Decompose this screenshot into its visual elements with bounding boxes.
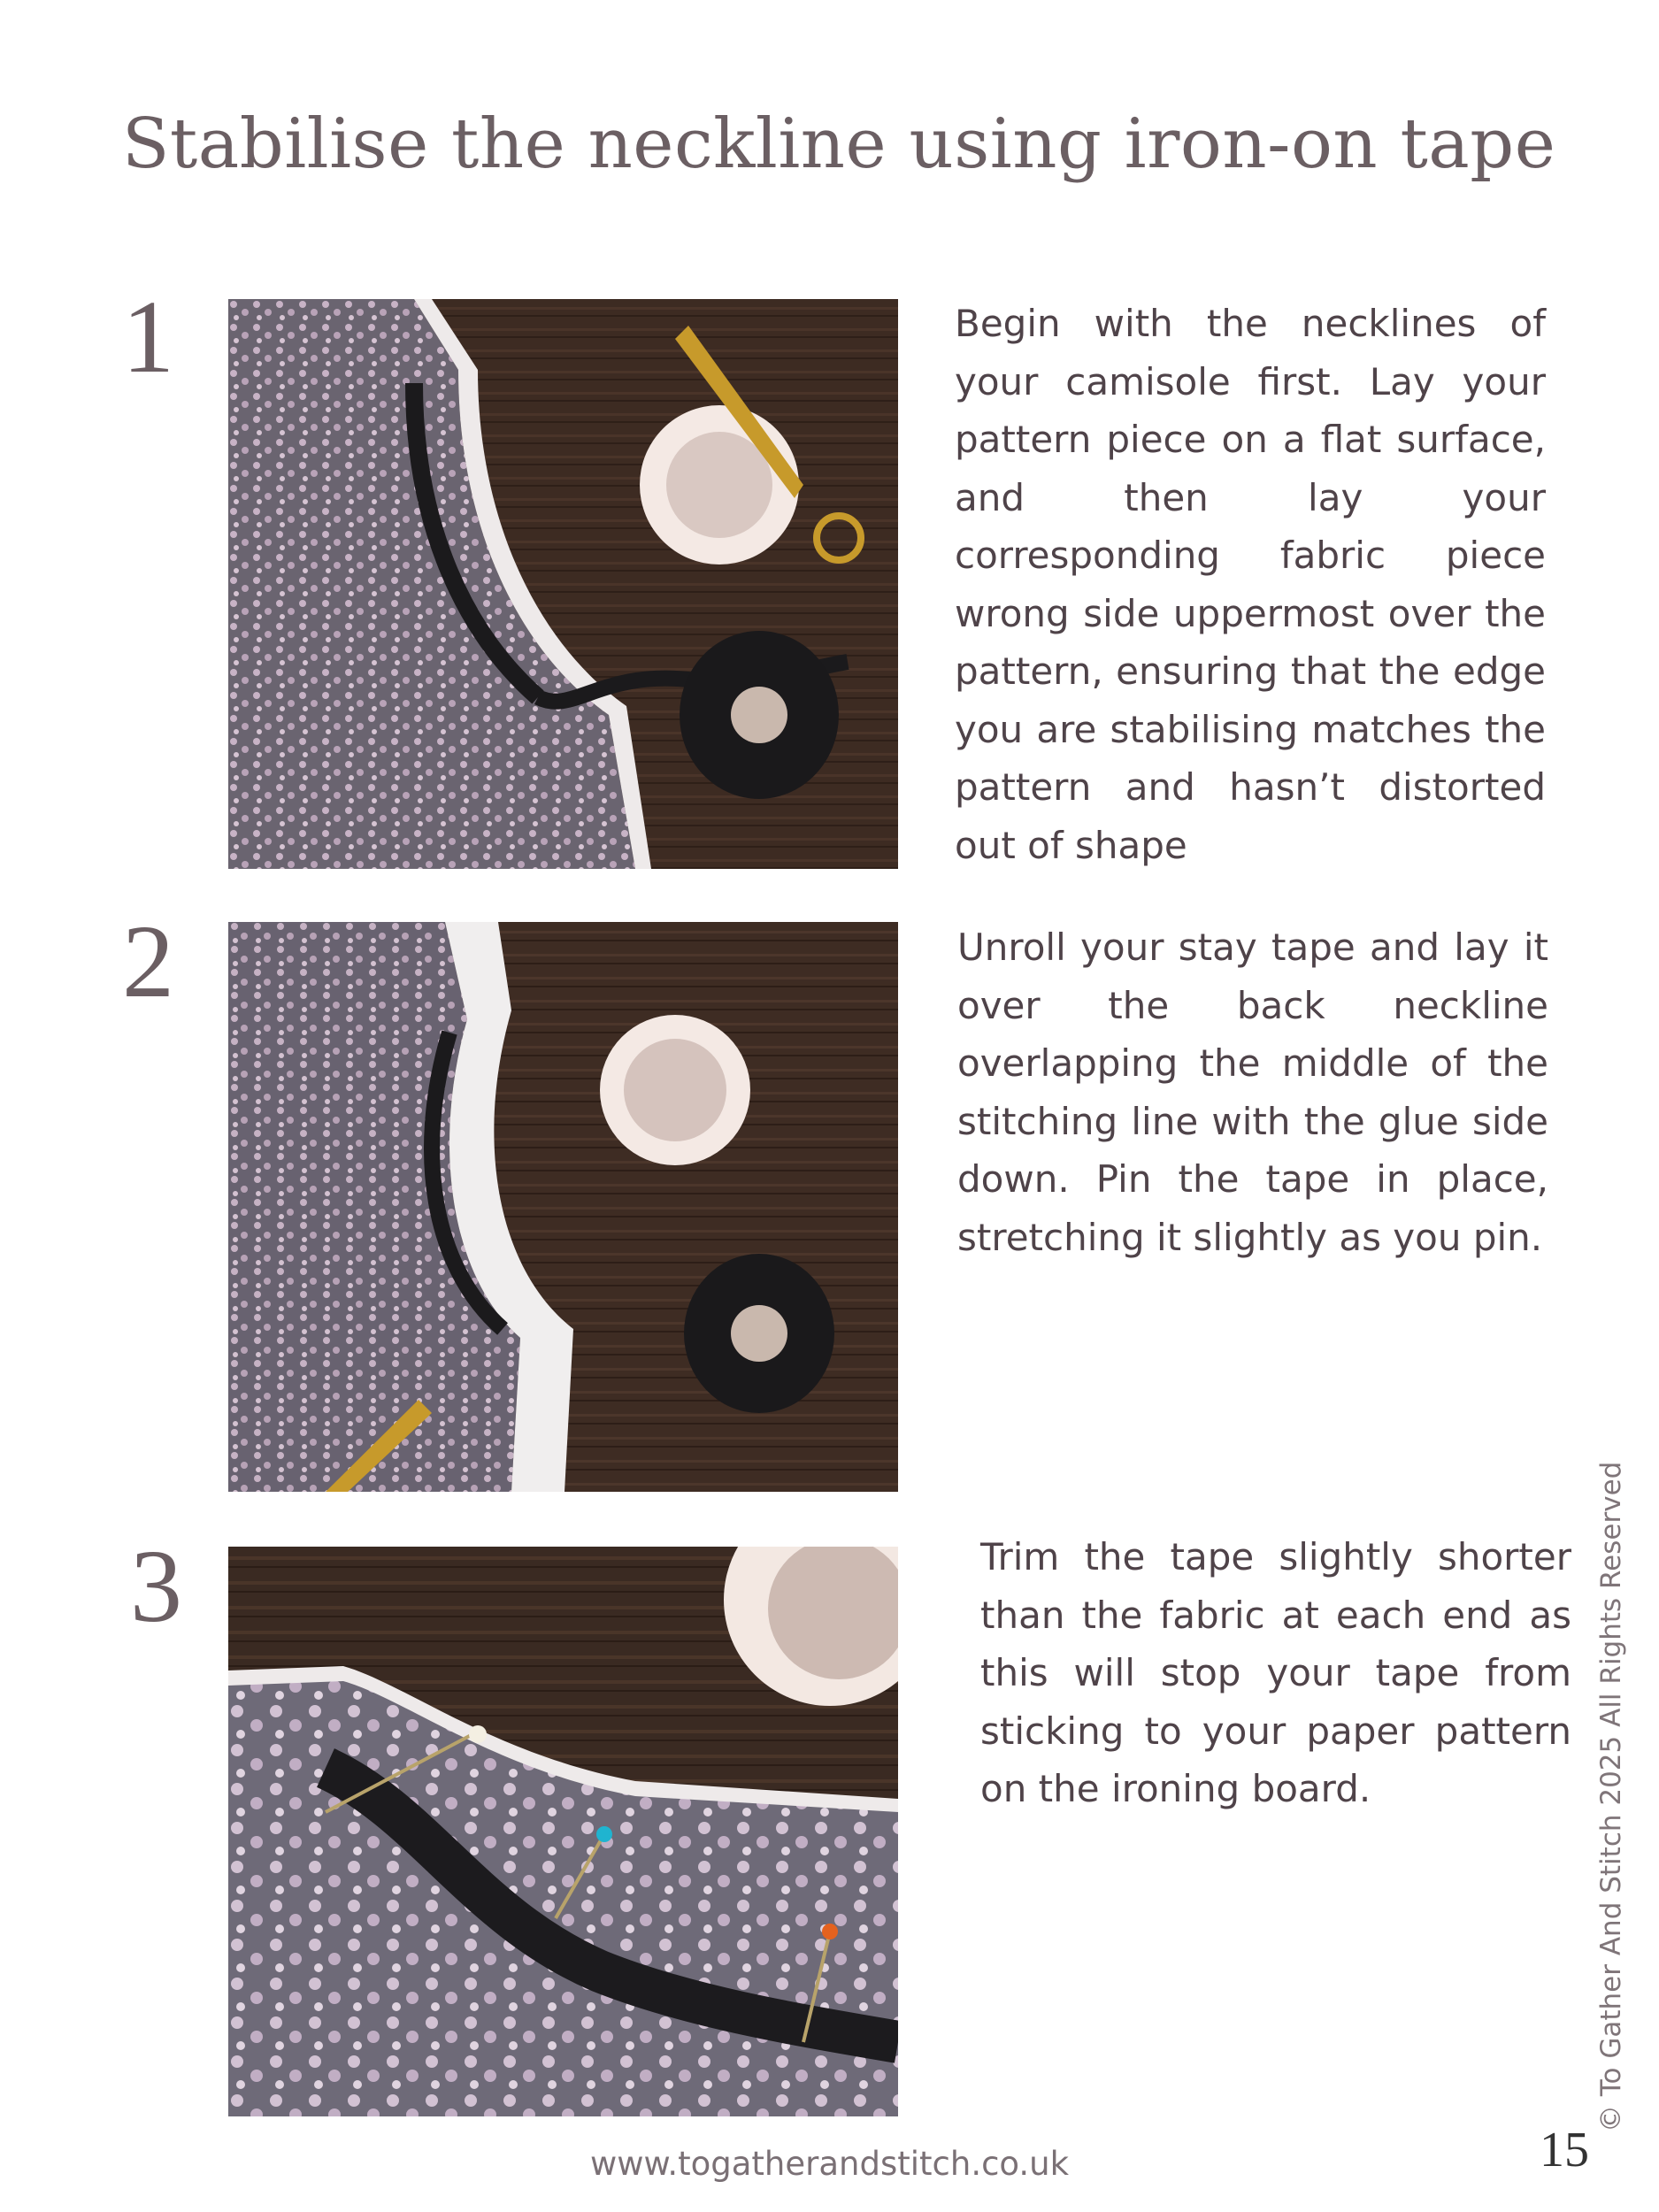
footer-website: www.togatherandstitch.co.uk — [589, 2145, 1070, 2183]
copyright-notice: © To Gather And Stitch 2025 All Rights Reserved — [1595, 1461, 1627, 2132]
step-2-number: 2 — [122, 903, 174, 1019]
page-number: 15 — [1540, 2123, 1589, 2177]
step-3-text: Trim the tape slightly shorter than the fabric at each end as this will stop your tape from sticking to your paper pattern on the ironing board. — [980, 1535, 1571, 1810]
page-title: Stabilise the neckline using iron-on tape — [122, 104, 1556, 184]
step-2-text: Unroll your stay tape and lay it over the back neckline overlapping the middle of the stitching line with the glue side down. Pin the tape in place, stretching it slightly as you pin. — [957, 926, 1548, 1259]
step-1-number: 1 — [122, 279, 174, 395]
step-1-text: Begin with the necklines of your camisole first. Lay your pattern piece on a flat surface, and then lay your corresponding fabric piece wrong side uppermost over the pattern, ensuring that the edge you are stabilising matches the pattern and hasn’t distorted out of shape — [955, 302, 1546, 867]
step-3-number: 3 — [130, 1528, 182, 1644]
step-3-photo — [228, 1547, 898, 2116]
step-2-photo — [228, 922, 898, 1492]
step-1-photo — [228, 299, 898, 869]
